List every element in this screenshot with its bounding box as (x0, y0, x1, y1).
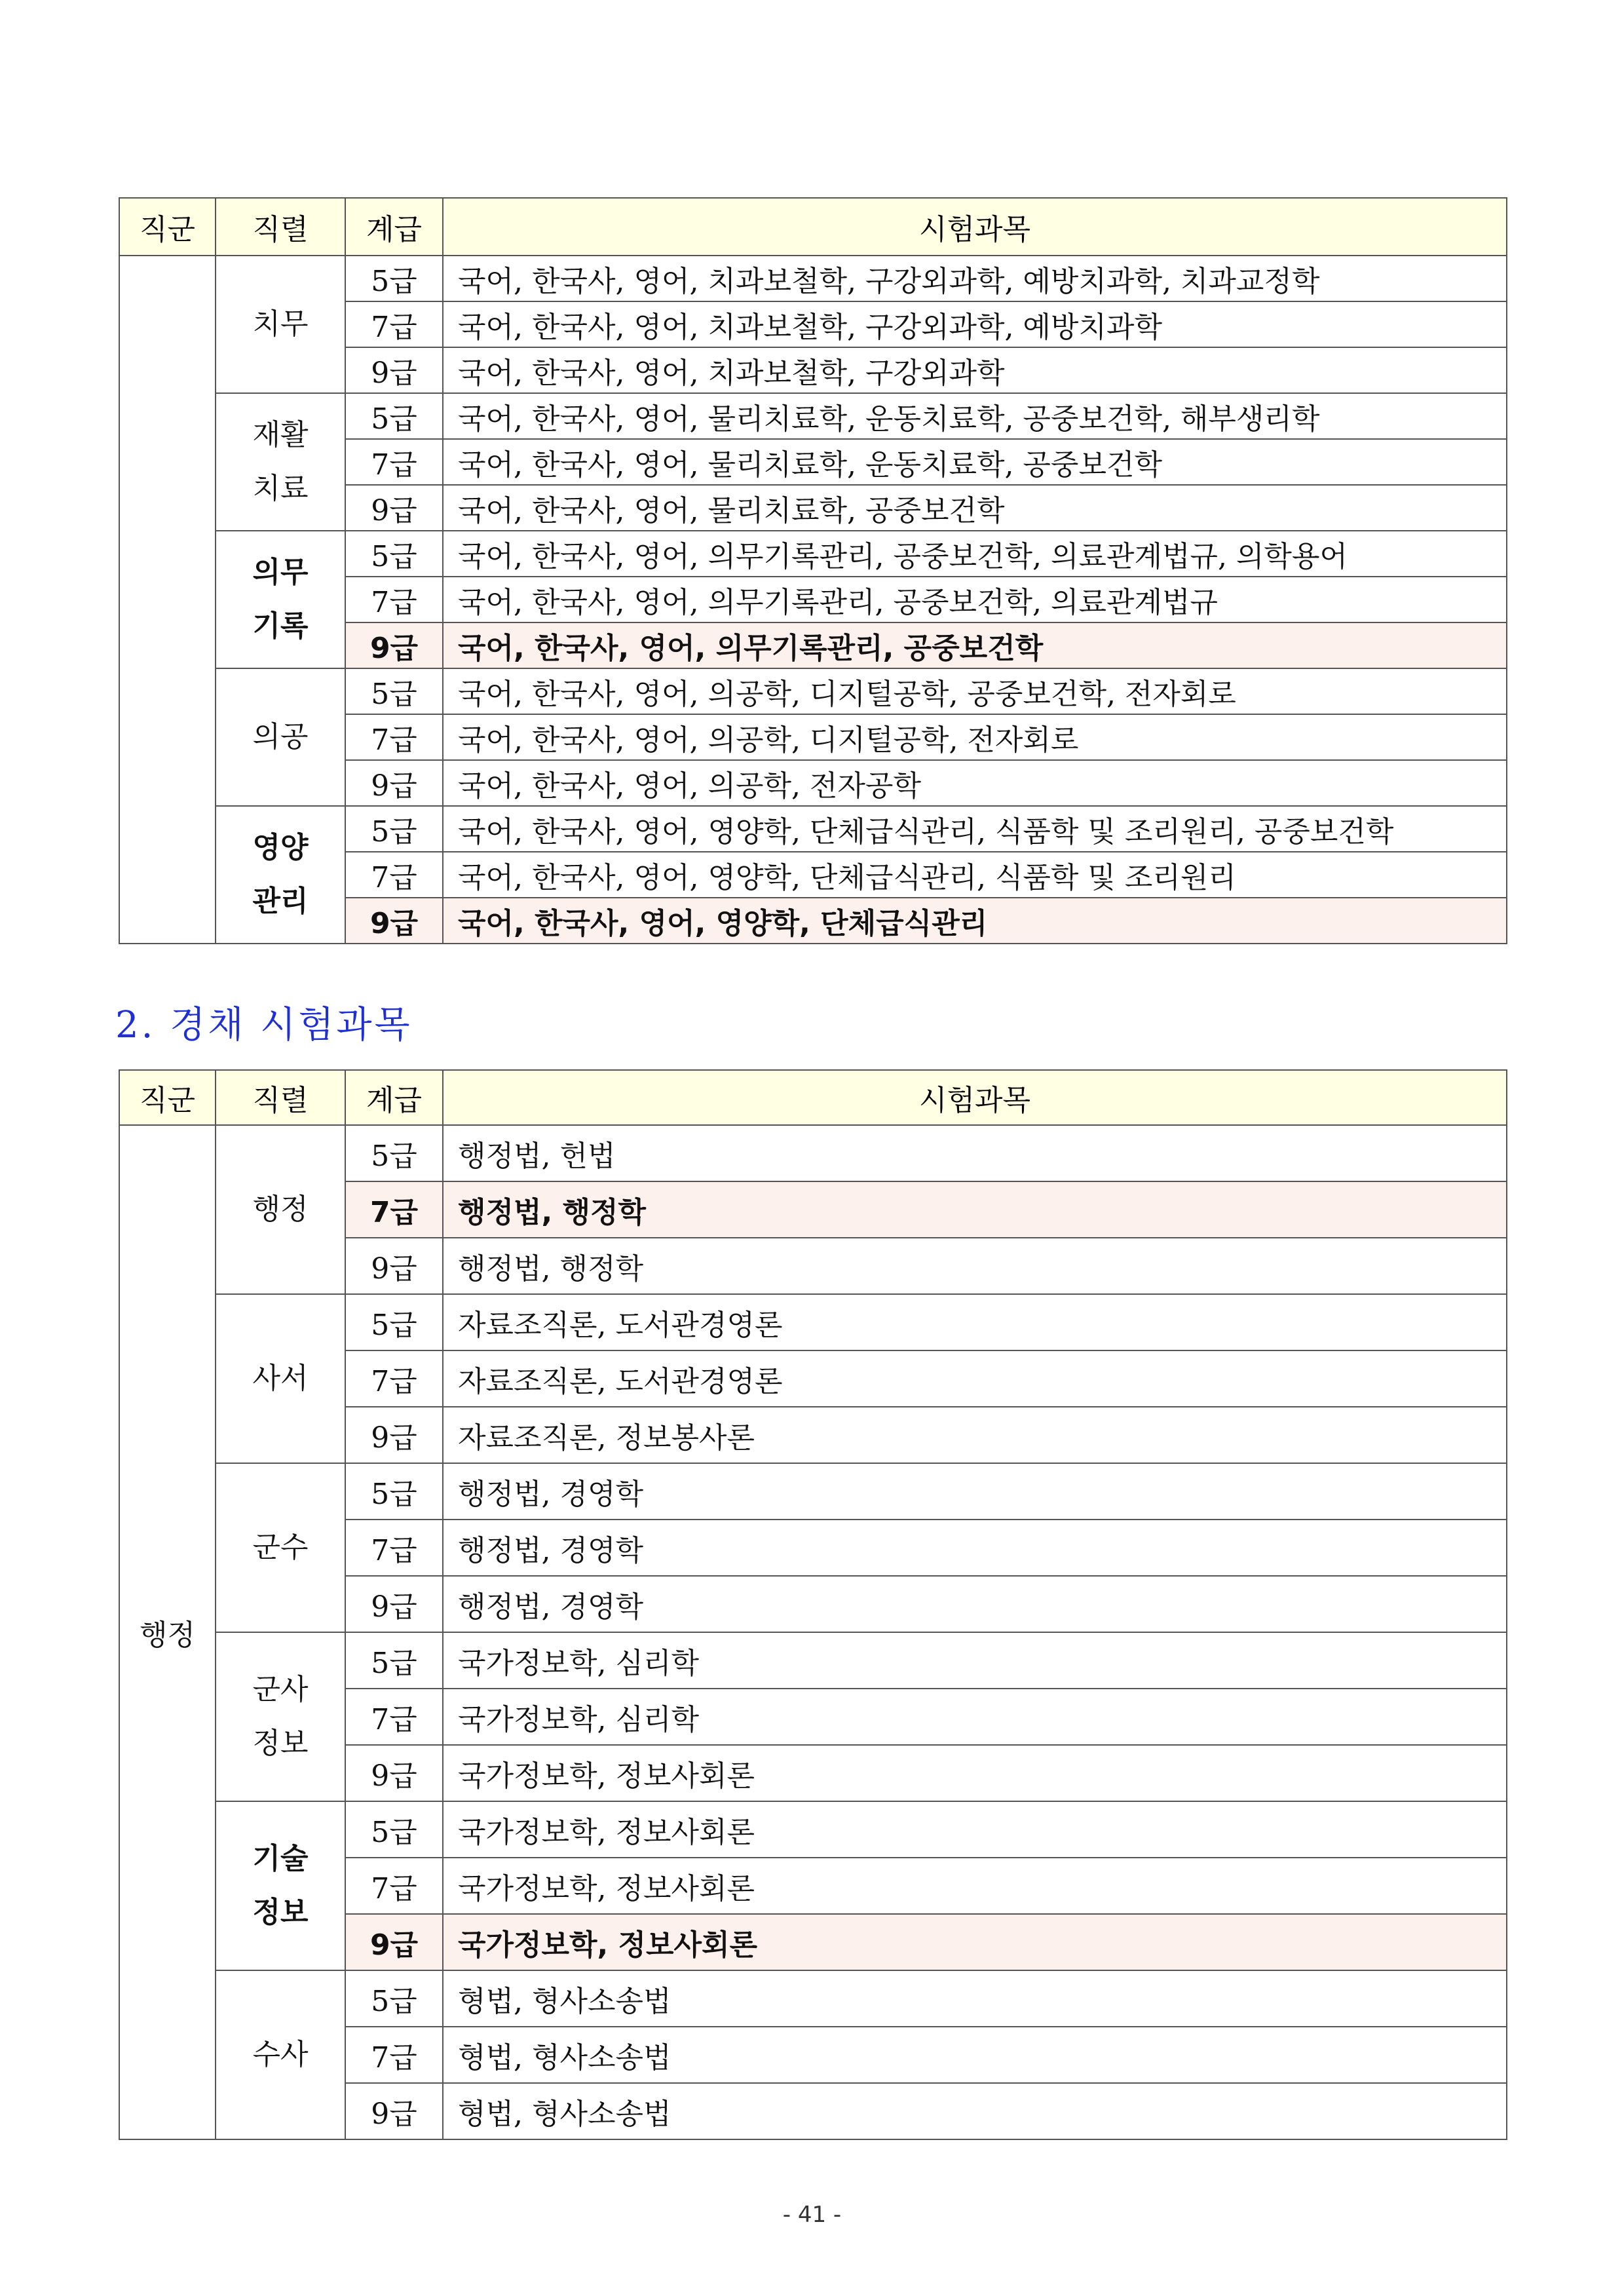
table-header-row (119, 1070, 1507, 1125)
table-row (119, 531, 1507, 577)
table-row (119, 806, 1507, 852)
grade-cell: 5급 (345, 806, 443, 852)
grade-cell: 7급 (345, 1520, 443, 1576)
table-row (119, 393, 1507, 439)
subjects-cell: 국어, 한국사, 영어, 영양학, 단체급식관리, 식품학 및 조리원리, 공중보건학 (443, 806, 1507, 852)
grade-cell: 5급 (345, 256, 443, 301)
exam-subjects-table-2 (119, 1069, 1507, 2140)
grade-cell: 7급 (345, 301, 443, 347)
subjects-cell: 국어, 한국사, 영어, 치과보철학, 구강외과학, 예방치과학, 치과교정학 (443, 256, 1507, 301)
subjects-cell: 국어, 한국사, 영어, 치과보철학, 구강외과학, 예방치과학 (443, 301, 1507, 347)
position-cell: 영양 관리 (216, 806, 345, 944)
subjects-cell: 국어, 한국사, 영어, 영양학, 단체급식관리 (443, 898, 1507, 944)
subjects-cell: 국어, 한국사, 영어, 물리치료학, 운동치료학, 공중보건학, 해부생리학 (443, 393, 1507, 439)
subjects-cell: 국어, 한국사, 영어, 물리치료학, 공중보건학 (443, 485, 1507, 531)
grade-cell: 7급 (345, 439, 443, 485)
subjects-cell: 국가정보학, 심리학 (443, 1689, 1507, 1745)
grade-cell: 9급 (345, 1407, 443, 1463)
grade-cell: 7급 (345, 1858, 443, 1914)
header-category: 직군 (119, 1070, 216, 1125)
page-number: - 41 - (782, 2202, 842, 2228)
header-position: 직렬 (216, 198, 345, 256)
position-cell: 군수 (216, 1463, 345, 1632)
grade-cell: 9급 (345, 1576, 443, 1632)
subjects-cell: 국어, 한국사, 영어, 의무기록관리, 공중보건학, 의료관계법규 (443, 577, 1507, 622)
section-title: 2. 경채 시험과목 (115, 1004, 413, 1046)
position-cell: 군사 정보 (216, 1632, 345, 1801)
subjects-cell: 행정법, 경영학 (443, 1576, 1507, 1632)
header-subjects: 시험과목 (443, 1070, 1507, 1125)
subjects-cell: 형법, 형사소송법 (443, 2027, 1507, 2083)
header-category: 직군 (119, 198, 216, 256)
subjects-cell: 국어, 한국사, 영어, 의공학, 전자공학 (443, 760, 1507, 806)
grade-cell: 9급 (345, 1745, 443, 1801)
subjects-cell: 자료조직론, 도서관경영론 (443, 1294, 1507, 1350)
grade-cell: 5급 (345, 1294, 443, 1350)
subjects-cell: 자료조직론, 정보봉사론 (443, 1407, 1507, 1463)
subjects-cell: 국가정보학, 심리학 (443, 1632, 1507, 1689)
grade-cell: 7급 (345, 2027, 443, 2083)
table-header-row (119, 198, 1507, 256)
grade-cell: 9급 (345, 760, 443, 806)
table1-body (119, 256, 1507, 944)
grade-cell: 9급 (345, 1914, 443, 1970)
grade-cell: 7급 (345, 1181, 443, 1238)
subjects-cell: 국가정보학, 정보사회론 (443, 1801, 1507, 1858)
position-cell: 재활 치료 (216, 393, 345, 531)
grade-cell: 7급 (345, 714, 443, 760)
header-subjects: 시험과목 (443, 198, 1507, 256)
grade-cell: 9급 (345, 2083, 443, 2139)
subjects-cell: 행정법, 경영학 (443, 1463, 1507, 1520)
subjects-cell: 국어, 한국사, 영어, 영양학, 단체급식관리, 식품학 및 조리원리 (443, 852, 1507, 898)
header-grade: 계급 (345, 198, 443, 256)
grade-cell: 7급 (345, 1350, 443, 1407)
table-row (119, 1463, 1507, 1520)
subjects-cell: 형법, 형사소송법 (443, 2083, 1507, 2139)
subjects-cell: 국가정보학, 정보사회론 (443, 1858, 1507, 1914)
subjects-cell: 국어, 한국사, 영어, 의무기록관리, 공중보건학, 의료관계법규, 의학용어 (443, 531, 1507, 577)
subjects-cell: 형법, 형사소송법 (443, 1970, 1507, 2027)
grade-cell: 9급 (345, 1238, 443, 1294)
header-position: 직렬 (216, 1070, 345, 1125)
position-cell: 기술 정보 (216, 1801, 345, 1970)
subjects-cell: 자료조직론, 도서관경영론 (443, 1350, 1507, 1407)
grade-cell: 5급 (345, 1970, 443, 2027)
exam-subjects-table-1 (119, 197, 1507, 944)
table-row (119, 1294, 1507, 1350)
grade-cell: 9급 (345, 347, 443, 393)
subjects-cell: 국어, 한국사, 영어, 물리치료학, 운동치료학, 공중보건학 (443, 439, 1507, 485)
grade-cell: 5급 (345, 1801, 443, 1858)
position-cell: 치무 (216, 256, 345, 393)
grade-cell: 9급 (345, 898, 443, 944)
table-row (119, 1632, 1507, 1689)
grade-cell: 5급 (345, 393, 443, 439)
subjects-cell: 국어, 한국사, 영어, 의공학, 디지털공학, 전자회로 (443, 714, 1507, 760)
subjects-cell: 국어, 한국사, 영어, 치과보철학, 구강외과학 (443, 347, 1507, 393)
grade-cell: 5급 (345, 531, 443, 577)
position-cell: 행정 (216, 1125, 345, 1294)
subjects-cell: 행정법, 경영학 (443, 1520, 1507, 1576)
table-row (119, 1125, 1507, 1181)
position-cell: 의공 (216, 668, 345, 806)
subjects-cell: 행정법, 행정학 (443, 1238, 1507, 1294)
table-row (119, 256, 1507, 301)
subjects-cell: 국어, 한국사, 영어, 의공학, 디지털공학, 공중보건학, 전자회로 (443, 668, 1507, 714)
grade-cell: 5급 (345, 668, 443, 714)
category-cell: 행정 (119, 1125, 216, 2139)
grade-cell: 5급 (345, 1463, 443, 1520)
subjects-cell: 국가정보학, 정보사회론 (443, 1745, 1507, 1801)
table-row (119, 1970, 1507, 2027)
subjects-cell: 국가정보학, 정보사회론 (443, 1914, 1507, 1970)
table-row (119, 1801, 1507, 1858)
grade-cell: 9급 (345, 622, 443, 668)
position-cell: 의무 기록 (216, 531, 345, 668)
grade-cell: 5급 (345, 1125, 443, 1181)
table-row (119, 668, 1507, 714)
grade-cell: 7급 (345, 577, 443, 622)
grade-cell: 5급 (345, 1632, 443, 1689)
category-cell (119, 256, 216, 944)
header-grade: 계급 (345, 1070, 443, 1125)
subjects-cell: 국어, 한국사, 영어, 의무기록관리, 공중보건학 (443, 622, 1507, 668)
grade-cell: 9급 (345, 485, 443, 531)
grade-cell: 7급 (345, 852, 443, 898)
subjects-cell: 행정법, 헌법 (443, 1125, 1507, 1181)
table2-body (119, 1125, 1507, 2139)
subjects-cell: 행정법, 행정학 (443, 1181, 1507, 1238)
position-cell: 수사 (216, 1970, 345, 2139)
grade-cell: 7급 (345, 1689, 443, 1745)
position-cell: 사서 (216, 1294, 345, 1463)
